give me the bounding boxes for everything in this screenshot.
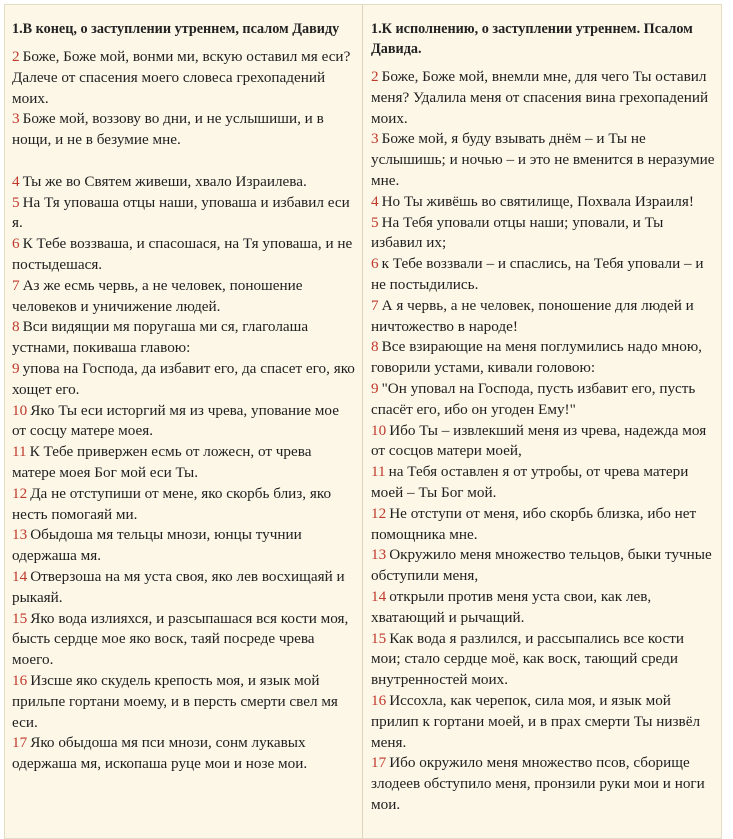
verse-number: 10 xyxy=(12,401,28,419)
verse xyxy=(12,172,356,193)
verse xyxy=(12,317,356,359)
verse xyxy=(371,337,715,379)
verse-number: 17 xyxy=(371,754,387,772)
verse-text: Обыдоша мя тельцы мнози, юнцы тучнии одержаша мя. xyxy=(12,526,302,565)
verse xyxy=(12,276,356,318)
verse xyxy=(371,587,715,629)
verse-number: 2 xyxy=(12,48,20,65)
verse xyxy=(371,213,715,255)
verse-text: Яко обыдоша мя пси мнози, сонм лукавых одержаша мя, ископаша руце мои и нозе мои. xyxy=(12,734,308,773)
verse xyxy=(12,193,356,235)
verse-number: 8 xyxy=(371,338,379,356)
verse-text: Все взирающие на меня поглумились надо мною, говорили устами, кивали головою: xyxy=(371,338,702,377)
left-header: 1.В конец, о заступлении утреннем, псалом Давиду xyxy=(12,21,340,37)
church-slavonic-column xyxy=(5,5,363,838)
verse-text: "Он уповал на Господа, пусть избавит его, пусть спасёт его, ибо он угоден Ему!" xyxy=(371,379,696,418)
verse-text: Ибо окружило меня множество псов, сборище злодеев обступило меня, пронзили руки мои и ноги мои. xyxy=(371,754,705,813)
verse xyxy=(371,753,715,815)
verse-number: 16 xyxy=(12,671,28,689)
verse xyxy=(12,484,356,526)
verse-text: Боже мой, воззову во дни, и не услышиши, и в нощи, и не в безумие мне. xyxy=(12,110,324,149)
verse-text: упова на Господа, да избавит его, да спасет его, яко хощет его. xyxy=(12,359,355,398)
right-verses xyxy=(371,67,715,816)
verse xyxy=(12,442,356,484)
verse xyxy=(371,254,715,296)
verse-text: Ибо Ты – извлекший меня из чрева, надежда моя от сосцов матери моей, xyxy=(371,421,707,460)
verse-number: 4 xyxy=(12,172,20,190)
verse-text: Яко Ты еси исторгий мя из чрева, упование мое от сосцу матере моея. xyxy=(12,401,339,440)
verse-number: 2 xyxy=(371,68,379,85)
verse xyxy=(12,109,356,151)
verse-number: 3 xyxy=(12,110,20,128)
verse-text: Вси видящии мя поругаша ми ся, глаголаша устнами, покиваша главою: xyxy=(12,318,309,357)
verse xyxy=(371,67,715,129)
verse xyxy=(12,234,356,276)
verse-text: На Тя уповаша отцы наши, уповаша и избавил еси я. xyxy=(12,193,350,232)
verse-number: 7 xyxy=(12,276,20,294)
verse-number: 3 xyxy=(371,130,379,148)
verse xyxy=(12,733,356,775)
verse xyxy=(371,129,715,191)
verse-number: 8 xyxy=(12,318,20,336)
verse xyxy=(371,462,715,504)
verse-text: Отверзоша на мя уста своя, яко лев восхищаяй и рыкаяй. xyxy=(12,567,345,606)
verse-number: 11 xyxy=(12,443,27,461)
verse-text: Боже, Боже мой, внемли мне, для чего Ты оставил меня? Удалила меня от спасения вина грехопадений моих. xyxy=(371,68,709,127)
verse xyxy=(12,47,356,109)
verse-text: Ты же во Святем живеши, хвало Израилева. xyxy=(22,172,307,190)
verse xyxy=(12,401,356,443)
verse-number: 5 xyxy=(371,213,379,231)
verse-text: Боже мой, я буду взывать днём – и Ты не услышишь; и ночью – и это не вменится в неразумие мне. xyxy=(371,130,715,189)
verse-number: 13 xyxy=(371,546,387,564)
verse-number: 6 xyxy=(12,235,20,253)
verse-number: 15 xyxy=(371,629,387,647)
verse-text: Не отступи от меня, ибо скорбь близка, ибо нет помощника мне. xyxy=(371,504,697,543)
verse-text: на Тебя оставлен я от утробы, от чрева матери моей – Ты Бог мой. xyxy=(371,463,689,501)
verse-text: к Тебе воззвали – и спаслись, на Тебя уповали – и не постыдились. xyxy=(371,255,704,293)
verse-number: 16 xyxy=(371,691,387,709)
verse xyxy=(12,359,356,401)
verse xyxy=(12,609,356,671)
verse xyxy=(371,504,715,546)
verse xyxy=(371,296,715,338)
verse-number: 12 xyxy=(12,484,28,502)
verse-number: 5 xyxy=(12,193,20,211)
verse xyxy=(12,671,356,733)
verse-text: открыли против меня уста свои, как лев, хватающий и рычащий. xyxy=(371,587,652,626)
verse-number: 11 xyxy=(371,463,386,481)
verse xyxy=(371,629,715,691)
verse-text: Окружило меня множество тельцов, быки тучные обступили меня, xyxy=(371,546,712,585)
verse xyxy=(371,545,715,587)
verse-number: 14 xyxy=(371,587,387,605)
verse-number: 13 xyxy=(12,526,28,544)
verse-text: Да не отступиши от мене, яко скорбь близ, яко несть помогаяй ми. xyxy=(12,484,332,523)
verse xyxy=(12,525,356,567)
verse-number: 6 xyxy=(371,255,379,273)
verse-number: 9 xyxy=(371,379,379,397)
verse-number: 7 xyxy=(371,296,379,314)
verse xyxy=(371,421,715,463)
russian-column xyxy=(363,5,721,838)
left-verses xyxy=(12,47,356,775)
verse-text: Аз же есмь червь, а не человек, поношение человеков и уничижение людей. xyxy=(12,276,303,315)
psalm-comparison-table xyxy=(4,4,722,839)
verse-text: На Тебя уповали отцы наши; уповали, и Ты избавил их; xyxy=(371,213,664,252)
verse-text: Изсше яко скудель крепость моя, и язык мой прильпе гортани моему, и в персть смерти свел мя еси. xyxy=(12,671,338,731)
verse xyxy=(371,691,715,753)
verse-number: 4 xyxy=(371,192,379,210)
verse xyxy=(371,379,715,421)
verse-text: Боже, Боже мой, вонми ми, вскую оставил мя еси? Далече от спасения моего словеса грехопадений моих. xyxy=(12,48,351,107)
verse-number: 15 xyxy=(12,609,28,627)
verse-text: К Тебе привержен есмь от ложесн, от чрева матере моея Бог мой еси Ты. xyxy=(12,443,312,481)
verse-text: Яко вода излияхся, и разсыпашася вся кости моя, бысть сердце мое яко воск, таяй посреде чрева моего. xyxy=(12,609,349,669)
verse-text: Но Ты живёшь во святилище, Похвала Израиля! xyxy=(381,192,694,210)
verse xyxy=(12,567,356,609)
verse xyxy=(371,192,715,213)
verse-text: Как вода я разлился, и рассыпались все кости мои; стало сердце моё, как воск, тающий среди внутренностей моих. xyxy=(371,629,684,689)
verse-text: Иссохла, как черепок, сила моя, и язык мой прилип к гортани моей, и в прах смерти Ты низвёл меня. xyxy=(371,691,701,751)
verse-number: 9 xyxy=(12,359,20,377)
verse-number: 10 xyxy=(371,421,387,439)
verse-text: К Тебе воззваша, и спасошася, на Тя уповаша, и не постыдешася. xyxy=(12,235,353,273)
verse-number: 17 xyxy=(12,734,28,752)
right-header: 1.К исполнению, о заступлении утреннем. Псалом Давида. xyxy=(371,21,693,57)
verse-number: 12 xyxy=(371,504,387,522)
verse-text: А я червь, а не человек, поношение для людей и ничтожество в народе! xyxy=(371,296,694,335)
verse-number: 14 xyxy=(12,567,28,585)
